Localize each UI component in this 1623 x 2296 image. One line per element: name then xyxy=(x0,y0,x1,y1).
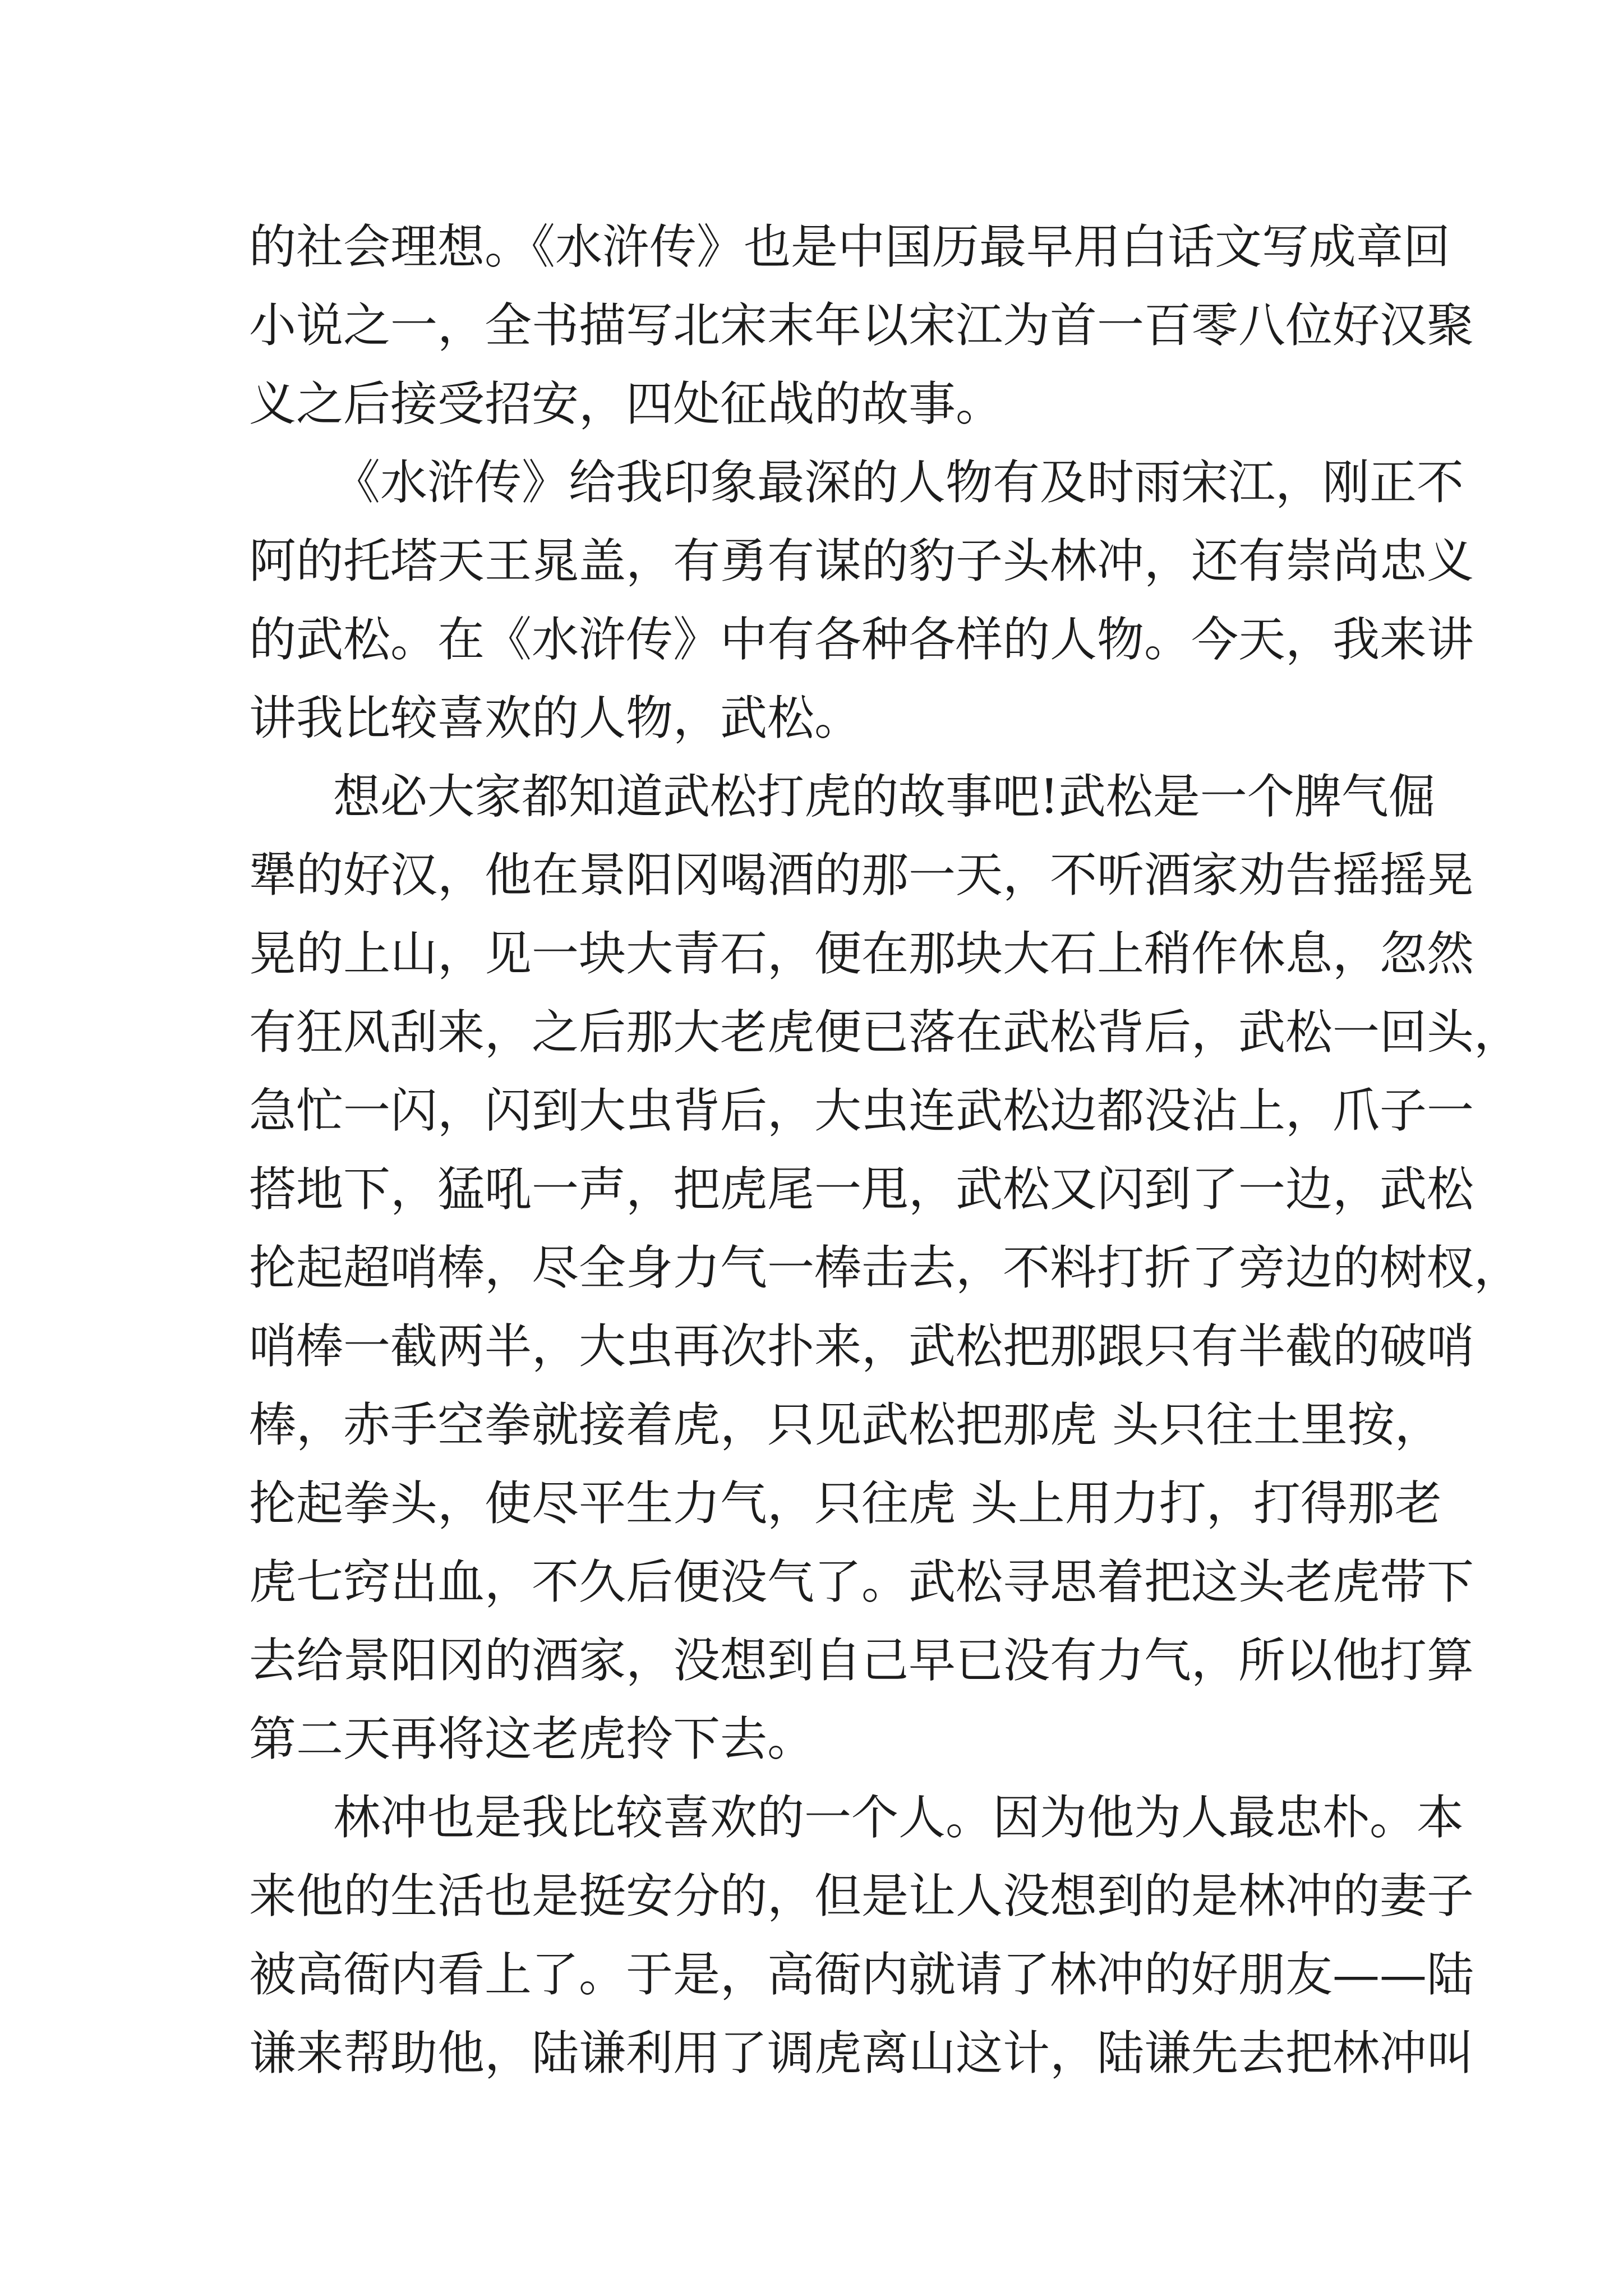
text-line: 晃的上山，见一块大青石，便在那块大石上稍作休息，忽然 xyxy=(249,926,1474,981)
text-line: 的社会理想。《水浒传》也是中国历最早用白话文写成章回 xyxy=(249,219,1451,274)
text-line: 去给景阳冈的酒家，没想到自己早已没有力气，所以他打算 xyxy=(249,1633,1474,1688)
text-line: 有狂风刮来，之后那大老虎便已落在武松背后，武松一回头， xyxy=(249,1005,1521,1060)
paragraph-first-line: 想必大家都知道武松打虎的故事吧!武松是一个脾气倔 xyxy=(333,769,1436,824)
text-line: 棒，赤手空拳就接着虎，只见武松把那虎 头只往土里按， xyxy=(249,1397,1442,1452)
text-line: 谦来帮助他，陆谦利用了调虎离山这计，陆谦先去把林冲叫 xyxy=(249,2026,1474,2081)
text-line: 抡起拳头，使尽平生力气，只往虎 头上用力打，打得那老 xyxy=(249,1476,1442,1531)
text-line: 搭地下，猛吼一声，把虎尾一甩，武松又闪到了一边，武松 xyxy=(249,1162,1474,1217)
text-line: 讲我比较喜欢的人物，武松。 xyxy=(249,691,862,746)
text-line: 被高衙内看上了。于是，高衙内就请了林冲的好朋友——陆 xyxy=(249,1947,1474,2002)
text-line: 第二天再将这老虎拎下去。 xyxy=(249,1711,815,1766)
text-line: 急忙一闪，闪到大虫背后，大虫连武松边都没沾上，爪子一 xyxy=(249,1083,1474,1138)
text-line: 抡起超哨棒，尽全身力气一棒击去，不料打折了旁边的树杈， xyxy=(249,1240,1521,1295)
text-line: 义之后接受招安，四处征战的故事。 xyxy=(249,376,1003,431)
paragraph-first-line: 林冲也是我比较喜欢的一个人。因为他为人最忠朴。本 xyxy=(333,1790,1464,1845)
text-line: 犟的好汉，他在景阳冈喝酒的那一天，不听酒家劝告摇摇晃 xyxy=(249,848,1474,903)
text-line: 虎七窍出血，不久后便没气了。武松寻思着把这头老虎带下 xyxy=(249,1554,1474,1609)
text-line: 阿的托塔天王晁盖，有勇有谋的豹子头林冲，还有崇尚忠义 xyxy=(249,533,1474,588)
paragraph-first-line: 《水浒传》给我印象最深的人物有及时雨宋江，刚正不 xyxy=(333,455,1464,510)
text-line: 来他的生活也是挺安分的，但是让人没想到的是林冲的妻子 xyxy=(249,1869,1474,1924)
text-line: 的武松。在《水浒传》中有各种各样的人物。今天，我来讲 xyxy=(249,612,1474,667)
text-line: 小说之一，全书描写北宋末年以宋江为首一百零八位好汉聚 xyxy=(249,298,1474,353)
text-line: 哨棒一截两半，大虫再次扑来，武松把那跟只有半截的破哨 xyxy=(249,1319,1474,1374)
